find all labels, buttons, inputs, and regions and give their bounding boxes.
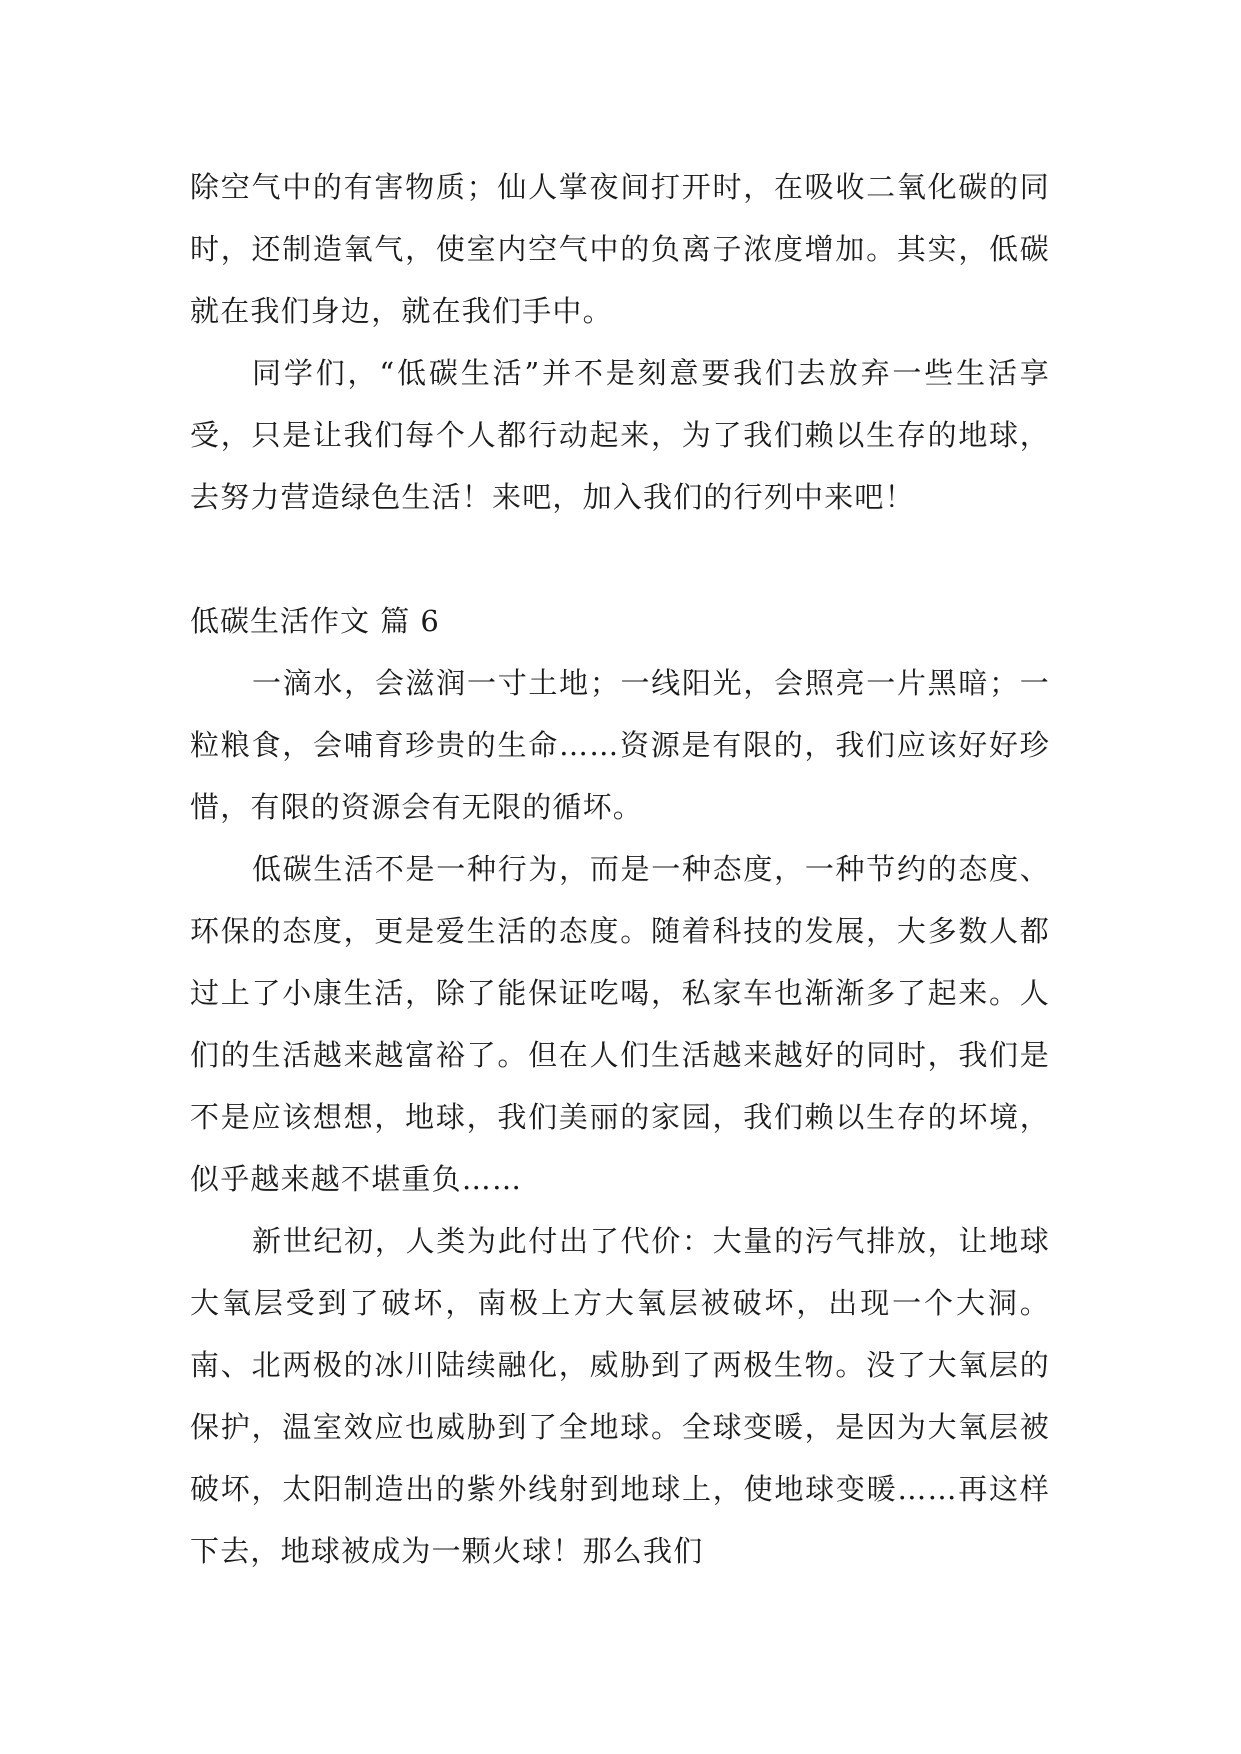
paragraph-intro: 一滴水，会滋润一寸土地；一线阳光，会照亮一片黑暗；一粒粮食，会哺育珍贵的生命……资源是有限的，我们应该好好珍惜，有限的资源会有无限的循坏。 bbox=[190, 666, 1050, 824]
paragraph-closing: 同学们，“低碳生活”并不是刻意要我们去放弃一些生活享受，只是让我们每个人都行动起来，为了我们赖以生存的地球，去努力营造绿色生活！来吧，加入我们的行列中来吧！ bbox=[190, 356, 1050, 514]
document-body bbox=[190, 156, 1050, 1582]
paragraph-continuation: 除空气中的有害物质；仙人掌夜间打开时，在吸收二氧化碳的同时，还制造氧气，使室内空气中的负离子浓度增加。其实，低碳就在我们身边，就在我们手中。 bbox=[190, 170, 1050, 328]
section-heading: 低碳生活作文 篇 6 bbox=[190, 604, 440, 638]
paragraph-consequences: 新世纪初，人类为此付出了代价：大量的污气排放，让地球大氧层受到了破坏，南极上方大氧层被破坏，出现一个大洞。南、北两极的冰川陆续融化，威胁到了两极生物。没了大氧层的保护，温室效应也威胁到了全地球。全球变暖，是因为大氧层被破坏，太阳制造出的紫外线射到地球上，使地球变暖……再这样下去，地球被成为一颗火球！那么我们 bbox=[190, 1224, 1050, 1568]
paragraph-attitude: 低碳生活不是一种行为，而是一种态度，一种节约的态度、环保的态度，更是爱生活的态度。随着科技的发展，大多数人都过上了小康生活，除了能保证吃喝，私家车也渐渐多了起来。人们的生活越来越富裕了。但在人们生活越来越好的同时，我们是不是应该想想，地球，我们美丽的家园，我们赖以生存的坏境，似乎越来越不堪重负…… bbox=[190, 852, 1050, 1196]
